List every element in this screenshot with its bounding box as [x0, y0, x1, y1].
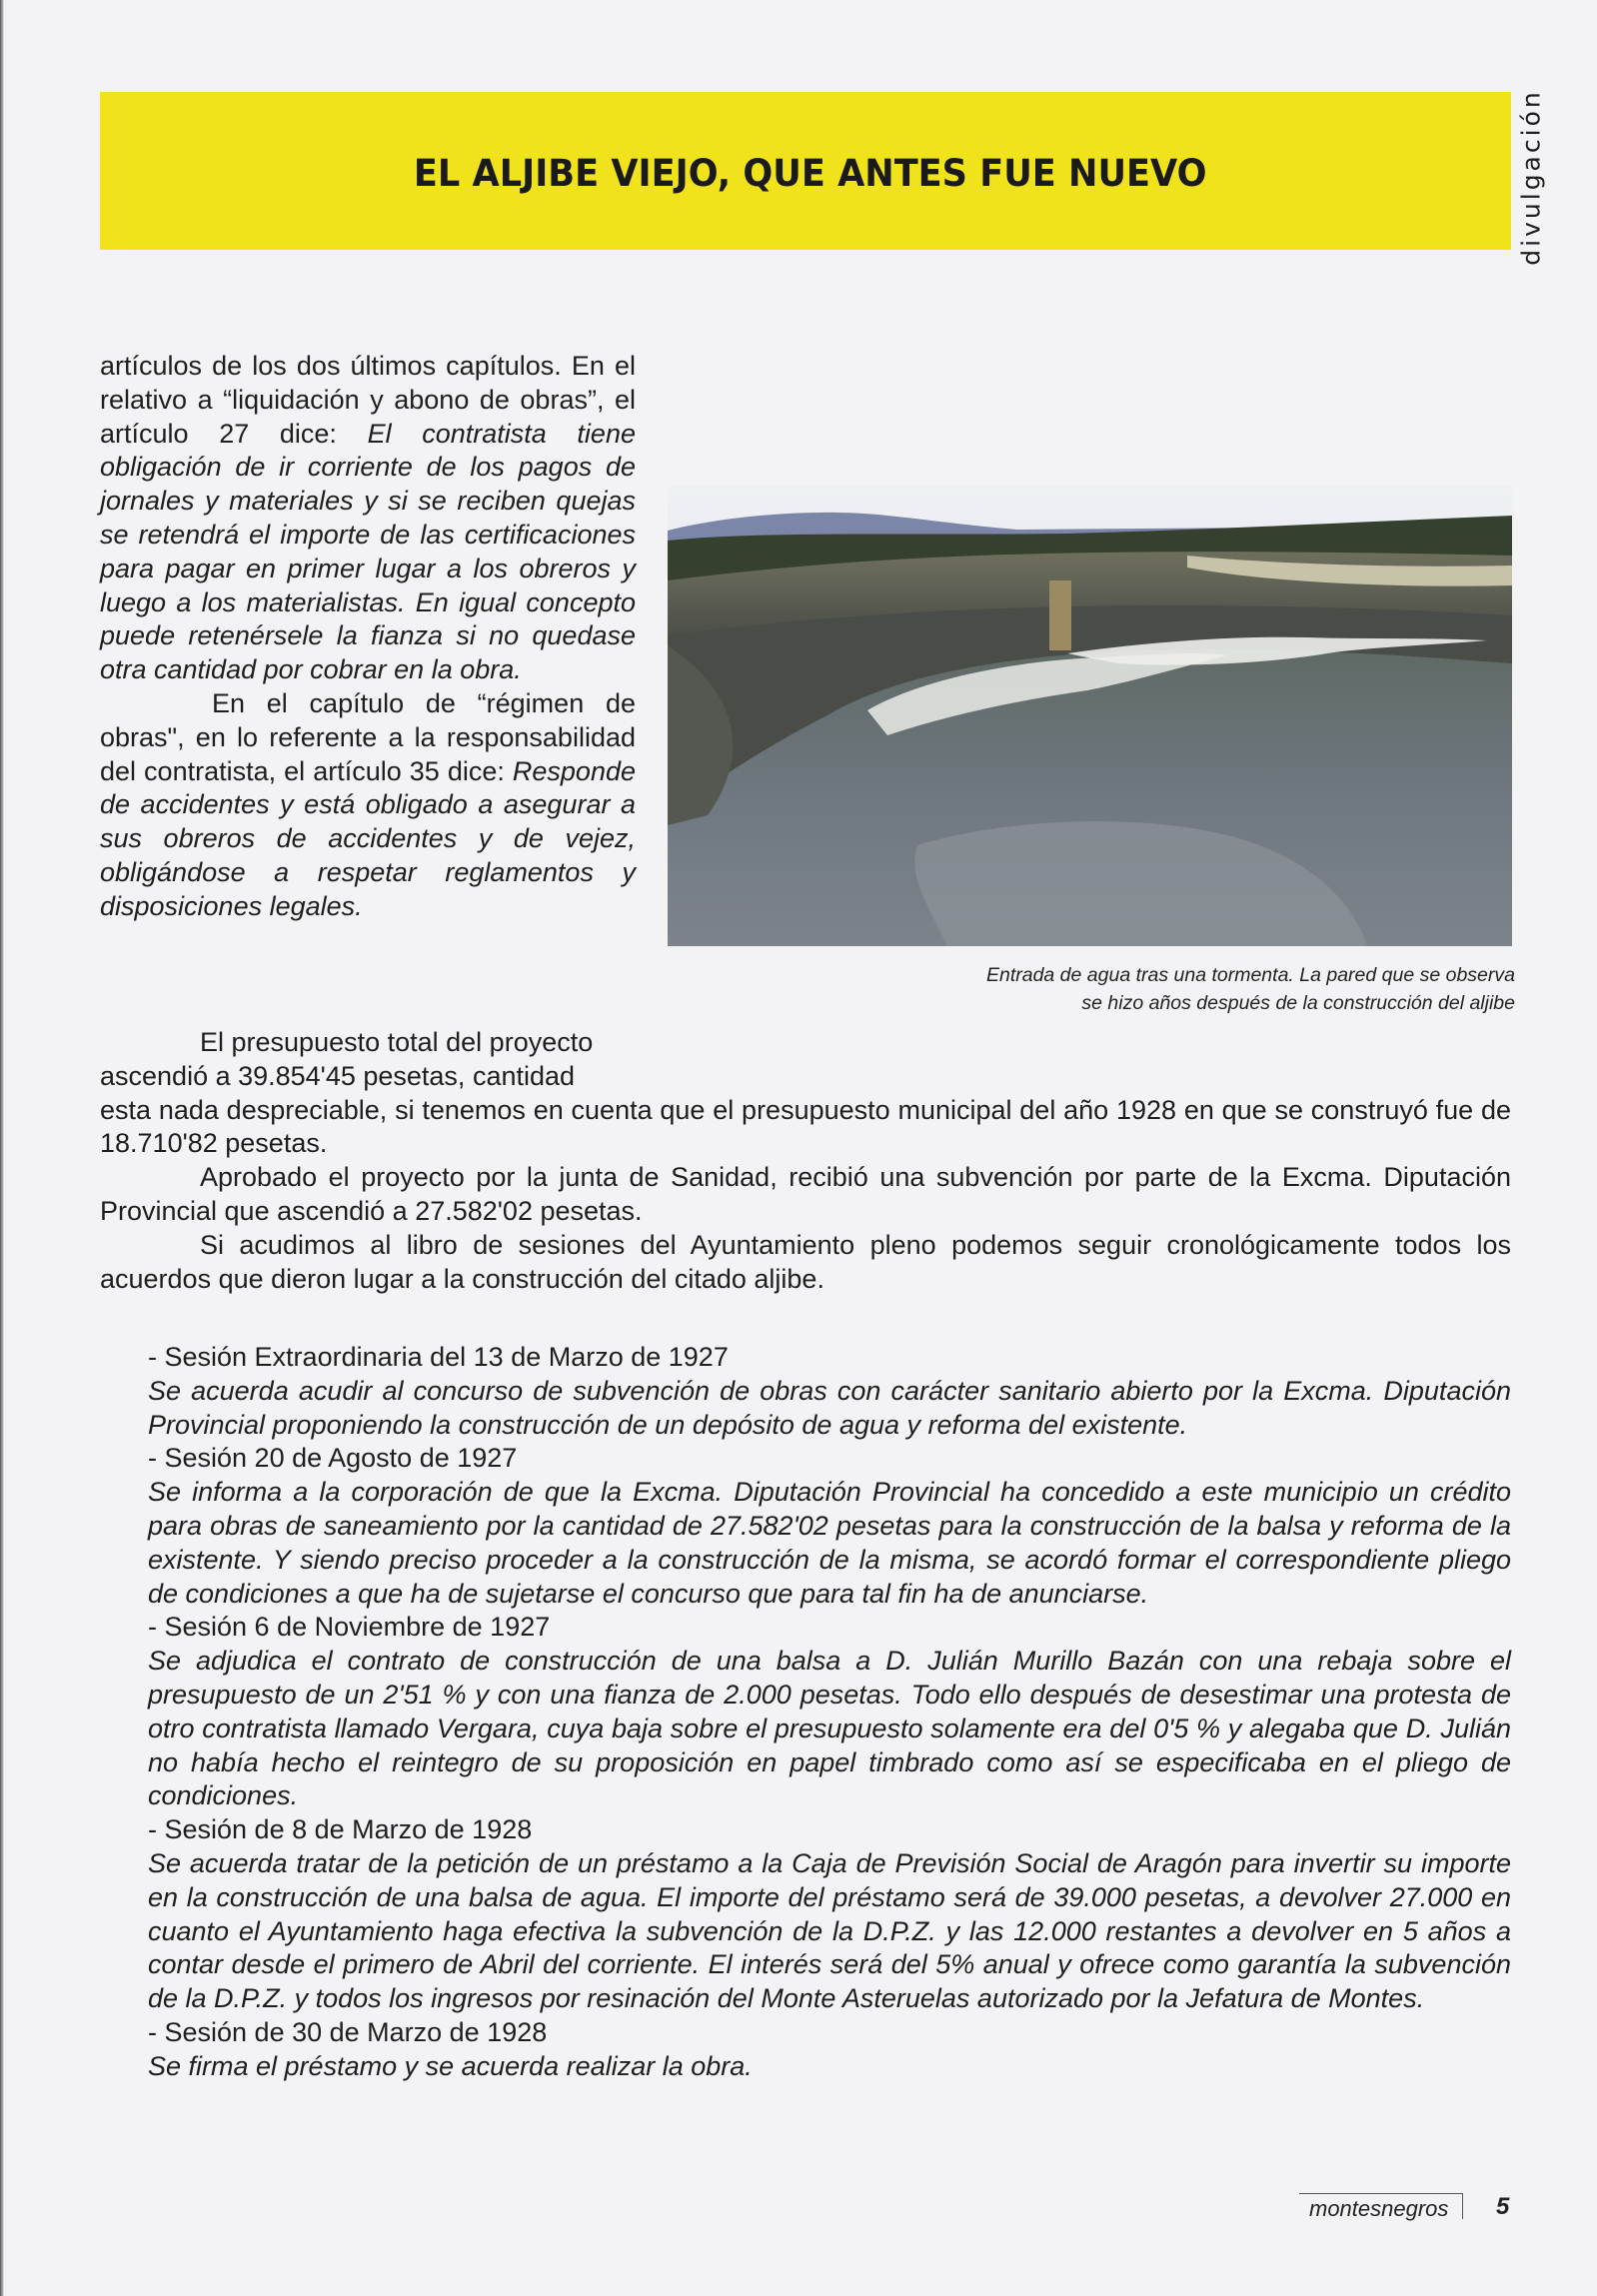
caption-line: se hizo años después de la construcción del aljibe [1081, 992, 1515, 1014]
session-item [148, 1813, 1511, 2016]
session-item [148, 1442, 1511, 1611]
session-text: Se informa a la corporación de que la Excma. Diputación Provincial ha concedido a este municipio un crédito para obras de saneamiento por la cantidad de 27.582'02 pesetas para la construcción de la balsa y reforma de la existente. Y siendo preciso proceder a la construcción de la misma, se acordó formar el correspondiente pliego de condiciones a que ha de sujetarse el concurso que para tal fin ha de anunciarse. [148, 1477, 1511, 1609]
photo-caption [700, 961, 1515, 1017]
page-footer [1289, 2191, 1529, 2231]
paragraph-text: Si acudimos al libro de sesiones del Ayuntamiento pleno podemos seguir cronológicamente todos los acuerdos que dieron lugar a la construcción del citado aljibe. [100, 1229, 1511, 1294]
page-number: 5 [1496, 2193, 1510, 2220]
paragraph-subvencion [100, 1161, 1511, 1229]
session-text: Se acuerda tratar de la petición de un préstamo a la Caja de Previsión Social de Aragón para invertir su importe en la construcción de una balsa de agua. El importe del préstamo será de 39.000 pesetas, a devolver 27.000 en cuanto el Ayuntamiento haga efectiva la subvención de la D.P.Z. y las 12.000 restantes a devolver en 5 años a contar desde el primero de Abril del corriente. El interés será del 5% anual y ofrece como garantía la subvención de la D.P.Z. y todos los ingresos por resinación del Monte Asteruelas autorizado por la Jefatura de Montes. [148, 1847, 1511, 2014]
paragraph-text: Aprobado el proyecto por la junta de Sanidad, recibió una subvención por parte de la Excma. Diputación Provincial que ascendió a 27.582'02 pesetas. [100, 1162, 1511, 1226]
paragraph-presupuesto-start [100, 1026, 636, 1060]
sessions-list [148, 1341, 1511, 2084]
session-heading: - Sesión Extraordinaria del 13 de Marzo de 1927 [148, 1342, 729, 1372]
title-banner [100, 92, 1511, 250]
page-edge [0, 0, 4, 2296]
session-item [148, 1341, 1511, 1442]
paragraph-text: artículos de los dos últimos capítulos. En el relativo a “liquidación y abono de obras”, el artículo 27 dice: [100, 351, 636, 449]
session-heading: - Sesión 6 de Noviembre de 1927 [148, 1612, 551, 1643]
footer-divider [1462, 2193, 1463, 2219]
publication-name: montesnegros [1309, 2196, 1449, 2221]
paragraph-articulo-35 [100, 687, 636, 924]
body-text [100, 1026, 1511, 1296]
paragraph-presupuesto-end [100, 1094, 1511, 1162]
caption-line: Entrada de agua tras una tormenta. La pared que se observa [985, 964, 1515, 986]
photo-image [668, 486, 1512, 946]
session-item [148, 2016, 1511, 2084]
session-heading: - Sesión de 8 de Marzo de 1928 [148, 1814, 533, 1845]
session-text: Se adjudica el contrato de construcción de una balsa a D. Julián Murillo Bazán con una rebaja sobre el presupuesto de un 2'51 % y con una fianza de 2.000 pesetas. Todo ello después de desestimar una protesta de otro contratista llamado Vergara, cuya baja sobre el presupuesto solamente era del 0'5 % y alegaba que D. Julián no había hecho el reintegro de su proposición en papel timbrado como así se especificaba en el pliego de condiciones. [148, 1646, 1511, 1811]
page-title: EL ALJIBE VIEJO, QUE ANTES FUE NUEVO [414, 151, 1207, 195]
paragraph-text: esta nada despreciable, si tenemos en cuenta que el presupuesto municipal del año 1928 en que se construyó fue de 18.710'82 pesetas. [100, 1094, 1511, 1159]
section-tag [1511, 84, 1551, 270]
paragraph-presupuesto-cont [100, 1060, 636, 1094]
paragraph-text: El presupuesto total del proyecto [200, 1027, 594, 1057]
quote-articulo-35: Responde de accidentes y está obligado a asegurar a sus obreros de accidentes y de vejez, obligándose a respetar reglamentos y disposiciones legales. [100, 755, 636, 921]
quote-articulo-27: El contratista tiene obligación de ir corriente de los pagos de jornales y materiales y si se reciben quejas se retendrá el importe de las certificaciones para pagar en primer lugar a los obreros y luego a los materialistas. En igual concepto puede retenérsele la fianza si no quedase otra cantidad por cobrar en la obra. [100, 418, 636, 685]
aljibe-photo [668, 486, 1512, 946]
session-text: Se firma el préstamo y se acuerda realizar la obra. [148, 2050, 753, 2081]
paragraph-sesiones-intro [100, 1229, 1511, 1297]
left-column [100, 350, 636, 924]
session-text: Se acuerda acudir al concurso de subvención de obras con carácter sanitario abierto por la Excma. Diputación Provincial proponiendo la construcción de un depósito de agua y reforma del existente. [148, 1375, 1511, 1440]
session-heading: - Sesión 20 de Agosto de 1927 [148, 1443, 518, 1474]
session-heading: - Sesión de 30 de Marzo de 1928 [148, 2016, 548, 2047]
paragraph-text: ascendió a 39.854'45 pesetas, cantidad [100, 1060, 576, 1091]
footer-rule [1299, 2193, 1462, 2194]
paragraph-text: En el capítulo de “régimen de obras", en lo referente a la responsabilidad del contratista, el artículo 35 dice: [100, 687, 636, 786]
paragraph-articulo-27 [100, 350, 636, 687]
session-item [148, 1611, 1511, 1813]
section-tag-label: divulgación [1516, 88, 1546, 266]
